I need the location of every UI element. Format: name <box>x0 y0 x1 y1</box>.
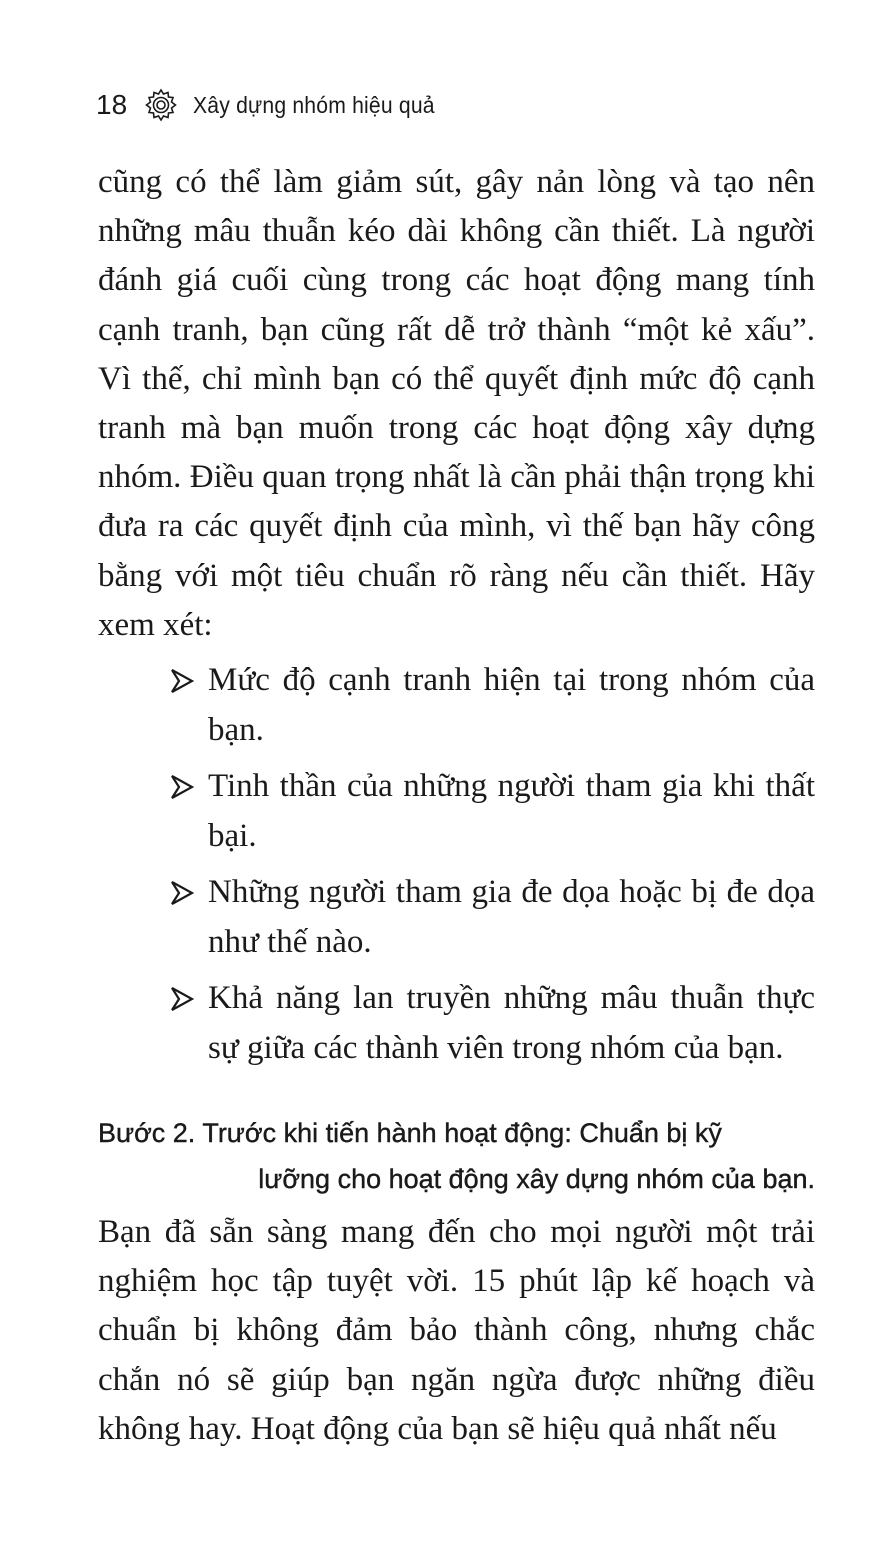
list-item-text: Khả năng lan truyền những mâu thuẫn thực sự giữa các thành viên trong nhóm của bạn. <box>208 980 815 1066</box>
list-item <box>170 974 815 1073</box>
arrow-bullet-icon <box>170 774 194 800</box>
list-item <box>170 762 815 861</box>
step-2-heading-line-2: lưỡng cho hoạt động xây dựng nhóm của bạn. <box>258 1164 815 1194</box>
list-item <box>170 656 815 755</box>
intro-paragraph: cũng có thể làm giảm sút, gây nản lòng và tạo nên những mâu thuẫn kéo dài không cần thiết. Là người đánh giá cuối cùng trong các hoạt động mang tính cạnh tranh, bạn cũng rất dễ trở thành “một kẻ xấu”. Vì thế, chỉ mình bạn có thể quyết định mức độ cạnh tranh mà bạn muốn trong các hoạt động xây dựng nhóm. Điều quan trọng nhất là cần phải thận trọng khi đưa ra các quyết định của mình, vì thế bạn hãy công bằng với một tiêu chuẩn rõ ràng nếu cần thiết. Hãy xem xét: <box>98 164 815 643</box>
page-number: 18 <box>96 89 128 120</box>
list-item-text: Những người tham gia đe dọa hoặc bị đe dọa như thế nào. <box>208 874 815 960</box>
list-item-text: Mức độ cạnh tranh hiện tại trong nhóm của bạn. <box>208 662 815 748</box>
gear-icon <box>143 87 179 123</box>
list-item <box>170 868 815 967</box>
step-2-heading <box>98 1110 815 1202</box>
running-header <box>96 84 456 126</box>
step-2-heading-line-1: Bước 2. Trước khi tiến hành hoạt động: Chuẩn bị kỹ <box>98 1118 722 1148</box>
list-item-text: Tinh thần của những người tham gia khi thất bại. <box>208 768 815 854</box>
arrow-bullet-icon <box>170 986 194 1012</box>
arrow-bullet-icon <box>170 880 194 906</box>
step-2-paragraph: Bạn đã sẵn sàng mang đến cho mọi người một trải nghiệm học tập tuyệt vời. 15 phút lập kế hoạch và chuẩn bị không đảm bảo thành công, nhưng chắc chắn nó sẽ giúp bạn ngăn ngừa được những điều không hay. Hoạt động của bạn sẽ hiệu quả nhất nếu <box>98 1214 815 1447</box>
consideration-list <box>170 656 815 1080</box>
arrow-bullet-icon <box>170 668 194 694</box>
running-title: Xây dựng nhóm hiệu quả <box>193 91 435 118</box>
